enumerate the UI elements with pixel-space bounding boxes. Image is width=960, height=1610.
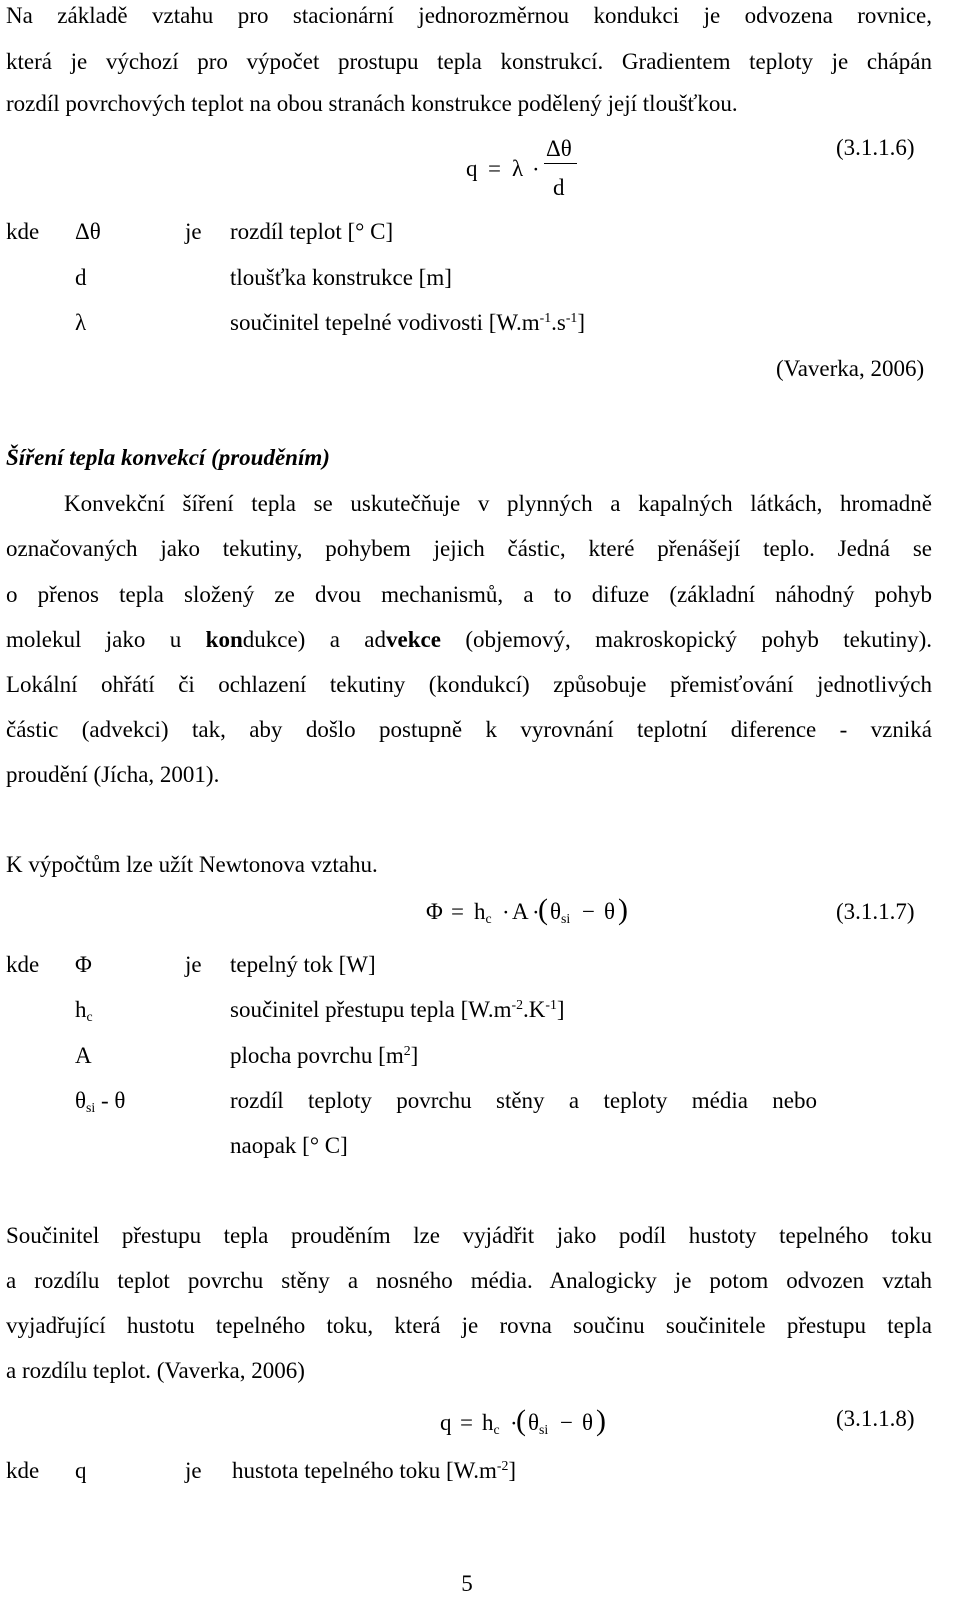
eq1-fraction-bar [544, 163, 577, 164]
defs3-kde: kde [6, 1458, 40, 1483]
defs1-sym-2: λ [75, 310, 87, 335]
defs2-phi-desc: tepelný tok [W] [230, 952, 376, 977]
eq1-number: (3.1.1.6) [836, 135, 915, 160]
eq2-dot-1: · [502, 900, 510, 925]
eq3-rparen: ) [596, 1404, 606, 1437]
eq2-number: (3.1.1.7) [836, 899, 915, 924]
eq1-lambda: λ [512, 156, 524, 181]
p1-line-4: molekul jako u kondukce) a advekce (objemový, makroskopický pohyb tekutiny). [6, 627, 933, 652]
page-number: 5 [461, 1571, 473, 1596]
p2-line-1: Součinitel přestupu tepla prouděním lze vyjádřit jako podíl hustoty tepelného toku [6, 1223, 932, 1248]
eq2-minus: − [582, 899, 595, 924]
eq3-theta-si: $\theta_{si}$ [528, 1410, 549, 1438]
eq3-q: q [440, 1410, 452, 1435]
defs2-je: je [185, 952, 202, 977]
p1-line-2: označovaných jako tekutiny, pohybem jejich částic, které přenášejí teplo. Jedná se [6, 536, 932, 561]
defs3-sym: q [75, 1458, 87, 1483]
p1-line-1: Konvekční šíření tepla se uskutečňuje v plynných a kapalných látkách, hromadně [64, 491, 932, 516]
eq2-equals: = [451, 899, 464, 924]
eq3-h: $h_c$ [482, 1410, 500, 1438]
defs2-h: $h_c$ [75, 997, 93, 1025]
eq2-a: A [512, 899, 529, 924]
p1-line-7: proudění (Jícha, 2001). [6, 762, 220, 787]
defs1-sym-1: d [75, 265, 87, 290]
defs1-kde: kde [6, 219, 40, 244]
defs3-desc: hustota tepelného toku $[W.m^{-2}]$ [232, 1458, 517, 1483]
eq2-phi: Φ [426, 899, 443, 924]
eq2-lparen: ( [538, 893, 548, 926]
p2-line-4: a rozdílu teplot. (Vaverka, 2006) [6, 1358, 305, 1383]
eq2-h: $h_c$ [474, 899, 492, 927]
defs1-sym-0: Δθ [75, 219, 101, 244]
defs2-a: A [75, 1043, 92, 1068]
eq3-lparen: ( [516, 1404, 526, 1437]
section-heading: Šíření tepla konvekcí (prouděním) [6, 445, 330, 470]
eq3-dot: · [510, 1411, 518, 1436]
defs2-theta: $\theta_{si}$ - θ [75, 1088, 126, 1116]
eq3-equals: = [460, 1410, 473, 1435]
p1-line-5: Lokální ohřátí či ochlazení tekutiny (kondukcí) způsobuje přemisťování jednotlivých [6, 672, 932, 697]
defs1-desc-0: rozdíl teplot [° C] [230, 219, 394, 244]
defs2-theta-desc-2: naopak [° C] [230, 1133, 348, 1158]
defs2-a-desc: plocha povrchu $[m^2]$ [230, 1043, 419, 1068]
defs1-je: je [185, 219, 202, 244]
eq3-number: (3.1.1.8) [836, 1406, 915, 1431]
defs1-desc-2: součinitel tepelné vodivosti $[W.m^{-1}.s^{-1}]$ [230, 310, 585, 335]
eq1-equals: = [488, 156, 501, 181]
defs2-h-desc: součinitel přestupu tepla $[W.m^{-2}.K^{-1}]$ [230, 997, 565, 1022]
defs2-theta-desc-1: rozdíl teploty povrchu stěny a teploty média nebo [230, 1088, 817, 1113]
defs1-desc-1: tloušťka konstrukce [m] [230, 265, 452, 290]
intro-line-1: Na základě vztahu pro stacionární jednorozměrnou kondukci je odvozena rovnice, [6, 3, 932, 28]
intro-line-3: rozdíl povrchových teplot na obou stranách konstrukce podělený její tloušťkou. [6, 91, 738, 116]
defs3-je: je [185, 1458, 202, 1483]
p1-line-3: o přenos tepla složený ze dvou mechanismů, a to difuze (základní náhodný pohyb [6, 582, 932, 607]
eq2-theta: θ [604, 899, 616, 924]
eq1-lhs: q [466, 156, 478, 181]
defs1-citation: (Vaverka, 2006) [776, 356, 925, 381]
intro-line-2: která je výchozí pro výpočet prostupu tepla konstrukcí. Gradientem teploty je chápán [6, 49, 932, 74]
p1-line-6: částic (advekci) tak, aby došlo postupně k vyrovnání teplotní diference - vzniká [6, 717, 932, 742]
defs2-phi: Φ [75, 952, 92, 977]
eq2-rparen: ) [618, 893, 628, 926]
eq2-dot-2: · [532, 900, 540, 925]
defs2-kde: kde [6, 952, 40, 977]
eq1-denominator: d [553, 175, 565, 200]
p2-line-2: a rozdílu teplot povrchu stěny a nosného média. Analogicky je potom odvozen vztah [6, 1268, 932, 1293]
eq1-numerator: Δθ [546, 136, 572, 161]
newton-intro: K výpočtům lze užít Newtonova vztahu. [6, 852, 378, 877]
eq3-minus: − [560, 1410, 573, 1435]
p2-line-3: vyjadřující hustotu tepelného toku, která je rovna součinu součinitele přestupu tepla [6, 1313, 932, 1338]
eq1-dot: · [532, 157, 540, 182]
eq3-theta: θ [582, 1410, 594, 1435]
eq2-theta-si: $\theta_{si}$ [550, 899, 571, 927]
